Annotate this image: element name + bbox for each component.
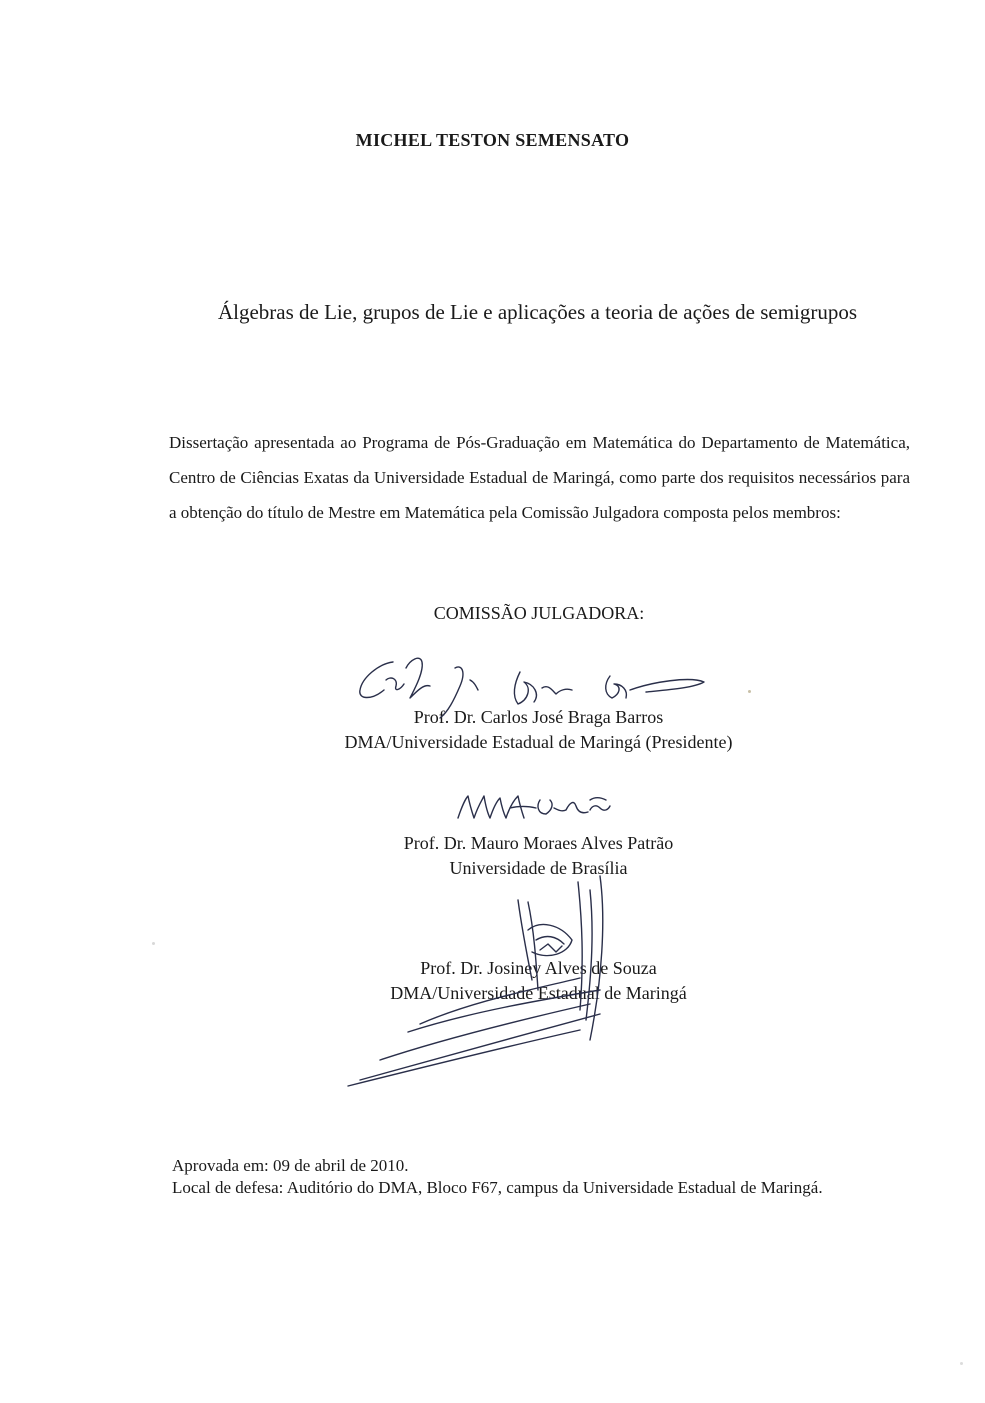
signature-mauro-patrao — [458, 796, 610, 818]
author-name: MICHEL TESTON SEMENSATO — [355, 130, 630, 150]
defense-location: Local de defesa: Auditório do DMA, Bloco F67, campus da Universidade Estadual de Maringá. — [172, 1178, 823, 1197]
committee-heading: COMISSÃO JULGADORA: — [433, 603, 645, 623]
member-name: Prof. Dr. Mauro Moraes Alves Patrão — [403, 833, 674, 853]
member-name: Prof. Dr. Josiney Alves de Souza — [420, 958, 657, 978]
committee-member-president — [46, 705, 985, 755]
dissertation-title: Álgebras de Lie, grupos de Lie e aplicações a teoria de ações de semigrupos — [217, 300, 858, 324]
member-affiliation: DMA/Universidade Estadual de Maringá (Presidente) — [344, 732, 733, 752]
defense-info — [172, 1155, 910, 1199]
paper-speck — [960, 1362, 963, 1365]
paper-speck — [152, 942, 155, 945]
paper-speck — [748, 690, 751, 693]
committee-member-3 — [46, 956, 985, 1006]
member-affiliation: Universidade de Brasília — [449, 858, 628, 878]
approval-date: Aprovada em: 09 de abril de 2010. — [172, 1156, 409, 1175]
member-affiliation: DMA/Universidade Estadual de Maringá — [390, 983, 687, 1003]
committee-member-2 — [46, 831, 985, 881]
member-name: Prof. Dr. Carlos José Braga Barros — [413, 707, 664, 727]
dissertation-description: Dissertação apresentada ao Programa de Pós-Graduação em Matemática do Departamento de Matemática, Centro de Ciências Exatas da Universidade Estadual de Maringá, como parte dos requisitos necessários para a obtenção do título de Mestre em Matemática pela Comissão Julgadora composta pelos membros: — [169, 433, 910, 522]
